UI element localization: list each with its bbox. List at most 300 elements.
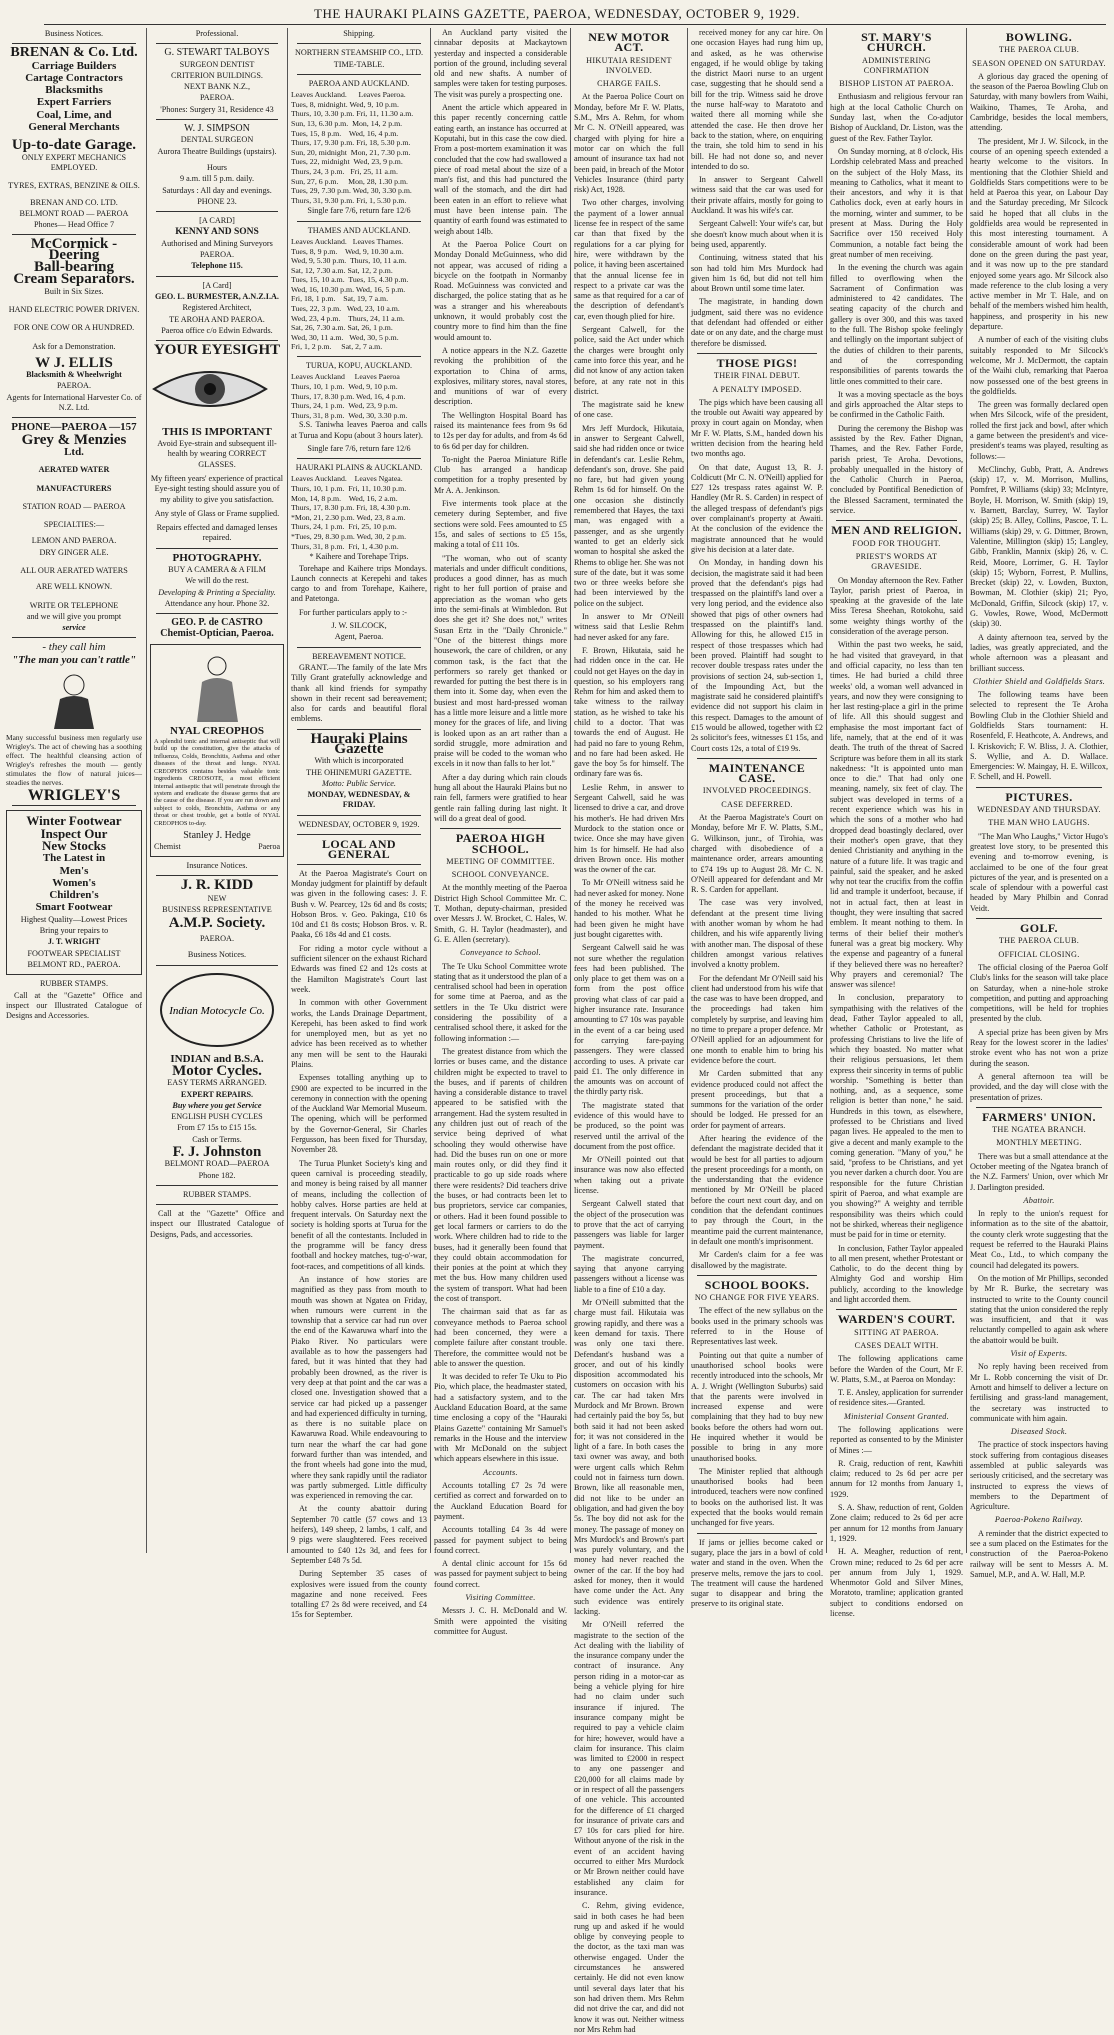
ad-johnston-name: F. J. Johnston — [172, 1143, 262, 1160]
ad-wrigley-slogan: "The man you can't rattle" — [11, 653, 137, 666]
article-headline: MEN AND RELIGION. — [831, 523, 962, 538]
ad-eyesight-heading: THIS IS IMPORTANT — [162, 425, 272, 438]
article-paragraph: H. A. Meagher, reduction of rent, Crown mine; reduced to 2s 6d per acre per annum from July 1, 1929. Whenmotor Gold and Silver Mines, Moratoto, tramline; application granted subject to conditions endorsed on license. — [830, 1547, 963, 1619]
article-headline: THOSE PIGS! — [716, 355, 798, 370]
timetable-note: S.S. Taniwha leaves Paeroa and calls at Turua and Kopu (about 3 hours later). — [291, 420, 427, 440]
article-subhead: THE PAEROA CLUB. — [998, 45, 1080, 55]
ad-indian-line: BELMONT ROAD—PAEROA — [164, 1159, 270, 1169]
article-paragraph: There was but a small attendance at the October meeting of the Ngatea branch of the N.Z. Farmers' Union, over which Mr J. Darlington presided. — [970, 1151, 1108, 1192]
ad-burmester-card: [A Card] — [202, 280, 232, 290]
article-paragraph: On Sunday morning, at 8 o'clock, His Lordship celebrated Mass and preached on the subject of the Holy Mass, its meaning to Catholics, what it meant to their ancestors, and why it is that Catholics dock, even at early hours in the morning, winter and summer, to be present at Mass. During the Holy Sacrifice over 150 received Holy Communion, a notable fact being the great number of men receiving. — [830, 146, 963, 259]
bereavement-body: GRANT.—The family of the late Mrs Tilly Grant gratefully acknowledge and thank all kind friends for sympathy shown in their recent sad bereavement; also for cards and beautiful floral emblems. — [291, 662, 427, 724]
ad-eyesight-line: My fifteen years' experience of practical Eye-sight testing should assure you of my ability to give you satisfaction. — [150, 473, 284, 504]
ad-simpson-line: PHONE 23. — [197, 196, 237, 206]
ad-burmester-line: Registered Architect, — [182, 303, 252, 313]
article-paragraph: Mr O'Neill pointed out that insurance was now also effected when taking out a private license. — [574, 1155, 684, 1196]
article-subhead: SEASON OPENED ON SATURDAY. — [972, 58, 1106, 68]
ad-mccormick-line: Ask for a Demonstration. — [32, 341, 116, 351]
column-church-news — [830, 28, 963, 1619]
ad-grey-line: service — [62, 623, 86, 633]
article-paragraph: At the monthly meeting of the Paeroa District High School Committee Mr. C. T. Mothan, deputy-chairman, presided over Messrs J. W. Brocket, C. Hales, W. Smith, G. H. Taylor (headmaster), and G. E. Allen (secretary). — [434, 883, 567, 944]
ad-brenan-line: Cartage Contractors — [25, 71, 123, 84]
ad-kidd-line: PAEROA. — [199, 934, 235, 944]
ad-photo-line: Developing & Printing a Speciality. — [158, 587, 276, 597]
ad-brenan-line: Blacksmiths — [45, 84, 103, 97]
column-shipping — [291, 28, 427, 1620]
article-headline: PICTURES. — [1005, 789, 1073, 804]
ad-brenan-line: General Merchants — [28, 121, 120, 134]
ad-indian-line: From £7 15s to £15 15s. — [177, 1123, 257, 1133]
ad-mccormick-line: HAND ELECTRIC POWER DRIVEN. — [8, 304, 140, 314]
article-headline: GOLF. — [1020, 921, 1058, 936]
ad-creophos-body: A splendid tonic and internal antiseptic that will build up the constitution, give the attacks of influenza, Colds, Bronchitis, Asthma and other diseases of the throat and lungs. NYAL CREOPHOS contains besides valuable tonic ingredients CREOSOTE, a most efficient internal antiseptic that will penetrate through the system and eradicate the disease germs that are the cause of the disease. If you are run down and subject to colds, Bronchitis, Asthma or any throat or chest trouble, get a bottle of NYAL CREOPHOS to-day. — [154, 738, 280, 827]
ad-grey-phone: PHONE—PAEROA —157 — [11, 421, 137, 434]
column-sport-news — [970, 28, 1108, 1579]
timetable-note: * Kaihere and Torehape Trips. — [309, 552, 409, 562]
article-paragraph: It was a moving spectacle as the boys and girls approached the Altar steps to be confirmed in the Catholic Faith. — [830, 389, 963, 420]
man-illustration — [24, 669, 124, 729]
ad-wrigley-brand: WRIGLEY'S — [27, 787, 121, 805]
gazette-line: Motto: Public Service. — [322, 778, 396, 788]
article-paragraph: S. A. Shaw, reduction of rent, Golden Zone claim; reduced to 2s 6d per acre per annum for 12 months from January 1, 1929. — [830, 1503, 963, 1543]
ad-garage-line: TYRES, EXTRAS, BENZINE & OILS. — [8, 181, 140, 191]
ad-grey-line: WRITE OR TELEPHONE — [29, 600, 119, 610]
shipping-company: NORTHERN STEAMSHIP CO., LTD. — [294, 48, 424, 58]
article-subhead: Clothier Shield and Goldfields Stars. — [972, 676, 1106, 686]
timetable-fare: Single fare 7/6, return fare 12/6 — [307, 206, 411, 216]
timetable-rows: Leaves Auckland. Leaves Thames. Tues, 8, 9 p.m. Wed, 9, 10.30 a.m. Wed, 9, 5.30 p.m. Thurs, 10, 11 a.m. Sat, 12, 7.30 a.m. Sat, 12, 2 p.m. Tues, 15, 10 a.m. Tues, 15, 4.30 p.m. Wed, 16, 10.30 p.m. Wed, 16, 5 p.m. Fri, 18, 1 p.m. Sat, 19, 7 a.m. Tues, 22, 3 p.m. Wed, 23, 10 a.m. Wed, 23, 4 p.m. Thurs, 24, 11 a.m. Sat, 26, 7.30 a.m. Sat, 26, 1 p.m. Wed, 30, 11 a.m. Wed, 30, 5 p.m. Fri, 1, 2 p.m. Sat, 2, 7 a.m. — [291, 236, 409, 352]
column-professional — [150, 28, 284, 1553]
article-paragraph: The magistrate, in handing down judgment, said there was no evidence that defendant had offended or either date or on any date, and the charge must therefore be dismissed. — [691, 297, 823, 348]
article-paragraph: Two other charges, involving the payment of a lower annual license fee in respect of the same car than that fixed by the regulations for a car plying for hire, were withdrawn by the police, it having been ascertained that the annual license fee in respect to a private car was the same as that required for a car of the description of defendant's car, even though plied for hire. — [574, 198, 684, 321]
article-subhead: THEIR FINAL DEBUT. — [713, 371, 801, 381]
ad-grey-ltd: Ltd. — [64, 445, 84, 458]
article-paragraph: C. Rehm, giving evidence, said in both cases he had been rung up and asked if he would oblige by conveying people to the doctor, as the taxi man was otherwise engaged. Under the circumstances he answered certainly. He did not even know until several days later that his son had driven them. Mrs Rehm did not drive the car, and did not know it was out. Neither witness nor Mrs Rehm had — [574, 1901, 684, 2034]
timetable-rows: Leaves Auckland. Leaves Ngatea. Thurs, 10, 1 p.m. Fri, 11, 10.30 p.m. Mon, 14, 8 p.m. Wed, 16, 2 a.m. Thurs, 17, 8.30 p.m. Fri, 18, 4.30 p.m. *Mon, 21, 2.30 p.m. Wed, 23, 8 a.m. Thurs, 24, 1 p.m. Fri, 25, 10 p.m. *Tues, 29, 8.30 p.m. Wed, 30, 2 p.m. Thurs, 31, 8 p.m. Fri, 1, 4.30 p.m. — [291, 474, 411, 551]
article-paragraph: The effect of the new syllabus on the books used in the primary schools was referred to in the House of Representatives last week. — [691, 1306, 823, 1347]
timetable-signature: J. W. SILCOCK, — [331, 621, 387, 631]
article-paragraph: To-night the Paeroa Miniature Rifle Club has arranged a handicap competition for a trophy presented by Mr A. A. Jenkinson. — [434, 454, 567, 495]
article-paragraph: For the defendant Mr O'Neill said his client had understood from his wife that the case was to have been dropped, and the proceedings had taken him completely by surprise, and leaving him no time to prepare a proper defence. Mr O'Neill applied for an adjournment for one month to enable him to bring his evidence before the court. — [691, 973, 823, 1065]
ad-burmester-line: TE AROHA AND PAEROA. — [169, 314, 265, 324]
ad-simpson-line: 9 a.m. till 5 p.m. daily. — [179, 174, 255, 184]
gazette-line: MONDAY, WEDNESDAY, & FRIDAY. — [307, 790, 411, 810]
ad-ellis-trade: Blacksmith & Wheelwright — [26, 370, 122, 380]
masthead-rule — [44, 24, 1106, 25]
ad-kidd-line: NEW — [207, 894, 227, 904]
article-paragraph: In the evening the church was again filled to overflowing when the Sacrament of Confirmation was administered to 42 candidates. The seating capacity of the church and gallery is over 300, and this was taxed to the full. The Bishop spoke feelingly and tellingly on the important subject of the duties of children to their parents, and of the corresponding responsibilities of parents towards the little ones committed to their care. — [830, 263, 963, 386]
ad-footwear-line: BELMONT RD., PAEROA. — [27, 959, 121, 969]
article-subhead: WEDNESDAY AND THURSDAY. — [977, 805, 1101, 815]
ad-ellis-agent: Agents for International Harvester Co. of N.Z. Ltd. — [6, 392, 142, 413]
ad-footwear-line: Smart Footwear — [35, 901, 113, 914]
ad-stamps-body: Call at the "Gazette" Office and inspect our Illustrated Catalogue of Designs and Accessories. — [6, 990, 142, 1021]
article-paragraph: McClinchy, Gubb, Pratt, A. Andrews (skip) 17, v. M. Morrison, Mullins, Pomfret, P. Williams (skip) 33; McIntyre, Boyle, H. Morrison, W. Smith (skip) 19, v. Barnett, Barclay, Surrey, W. Taylor (skip) 25; B. Alley, Collins, Pascoe, T. L. Williams (skip) 29, v. G. Dittmer, Brown, Valentine, Millington (skip) 15; Langley, Gibb, Franklin, Mannix (skip) 26, v. C. Reid, Moore, Lorrimer, G. H. Taylor (skip) 15; Wyborn, Forrest, P. Mullins, Brecket (skip) 22, v. Lowden, Buxton, Bowman, M. Clothier (skip) 21; Pyo, McDonald, Griffin, Silcock (skip) 17, v. G. Vowles, Rowe, Wood, McDermott (skip) 30. — [970, 464, 1108, 629]
ad-talboys-name: G. STEWART TALBOYS — [164, 47, 270, 59]
ad-simpson-line: Hours — [206, 162, 227, 172]
ad-talboys-line: SURGEON DENTIST — [179, 59, 255, 69]
ad-garage-line: BRENAN AND CO. LTD. — [30, 197, 118, 207]
ad-footwear-line: New Stocks — [42, 837, 106, 853]
ad-footwear-line: Men's — [59, 864, 89, 877]
article-paragraph: Sergeant Calwell said he was not sure whether the regulation fees had been published. The only place to get them was on a form from the post office proving what class of car paid a higher insurance rate. Insurance amounting to £7 10s was payable in the event of a car being used for carrying fare-paying passengers. They were classed according to uses. A private car paid £1. The only difference in the amounts was on account of the thirdly party risk. — [574, 943, 684, 1097]
ad-kenny-line: PAEROA. — [199, 250, 235, 260]
article-paragraph: Accounts totalling £7 2s 7d were certified as correct and forwarded on to the Auckland Education Board for payment. — [434, 1481, 567, 1521]
ad-simpson-name: W. J. SIMPSON — [184, 123, 250, 135]
column-local-news — [434, 28, 567, 1636]
article-paragraph: On Monday, in handing down his decision, the magistrate said it had been proved that the defendant's pigs had trespassed on the plaintiff's land over a very long period, and the evidence also showed that pigs of other owners had trespassed on the plaintiff's land. Allowing for this, he allowed £15 in respect of those trespasses which had been proved. Plaintiff had sought to recover double trespass rates under the provisions of section 24, sub-section 1, of the Impounding Act, but the magistrate said he considered plaintiff's evidence did not support his claim in this respect. Damages to the amount of £15 would be allowed, together with £2 2s solicitor's fees, witnesses £1 15s, and Court costs 12s, a total of £19 9s. — [691, 558, 823, 753]
ad-brenan-line: Coal, Lime, and — [36, 108, 112, 121]
article-paragraph: A reminder that the district expected to see a sum placed on the Estimates for the construction of the Paeroa-Pokeno railway will be sent to Messrs A. M. Samuel, M.P., and A. W. Hall, M.P. — [970, 1528, 1108, 1579]
article-subhead: HIKUTAIA RESIDENT INVOLVED. — [586, 55, 672, 75]
ad-burmester-line: Paeroa office c/o Edwin Edwards. — [161, 325, 273, 335]
ad-indian-line: EASY TERMS ARRANGED. — [167, 1078, 267, 1088]
article-paragraph: At the county abattoir during September 70 cattle (57 cows and 13 heifers), 149 sheep, 2 lambs, 1 calf, and 9 pigs were slaughtered. Fees received amounted to £40 12s 3d, and fees for September £48 7s 5d. — [291, 1504, 427, 1565]
ad-grey-line: ALL OUR AERATED WATERS — [20, 565, 128, 575]
gazette-line: THE OHINEMURI GAZETTE. — [306, 767, 412, 777]
ad-footwear-line: Inspect Our — [40, 825, 108, 841]
eye-illustration — [150, 361, 270, 417]
article-headline: FARMERS' UNION. — [982, 1109, 1096, 1124]
article-subhead: BISHOP LISTON AT PAEROA. — [839, 79, 954, 89]
ad-stamps-title: RUBBER STAMPS. — [182, 1189, 252, 1199]
article-paragraph: At the Paeroa Police Court on Monday Donald McGuinness, who did not appear, was accused of riding a bicycle on the footpath in Normanby Road. McGuinness was convicted and discharged, the police stating that as he was a stranger and his whereabouts unknown, it would probably cost the country more to find him than the fine would amount to. — [434, 239, 567, 342]
ad-mccormick-title: Ball-bearing — [33, 259, 114, 276]
article-paragraph: A number of each of the visiting clubs suitably responded to Mr Silcock's welcome, Mr J. McDermott, the captain of the Waihi club, remarking that Paeroa now possessed one of the best greens in the goldfields. — [970, 335, 1108, 396]
article-paragraph: In conclusion, Father Taylor appealed to all men present, whether Protestant or Catholic, to do the decent thing by Almighty God and worship Him publicly, according to the knowledge and light accorded them. — [830, 1243, 963, 1305]
ad-brenan-line: Carriage Builders — [31, 59, 117, 72]
article-subhead: MEETING OF COMMITTEE. — [446, 856, 555, 866]
article-subhead: FOOD FOR THOUGHT. — [852, 538, 941, 548]
ad-creophos-sig: Stanley J. Hedge — [183, 829, 251, 841]
ad-creophos-title: NYAL CREOPHOS — [169, 724, 265, 737]
ad-indian-line: Cash or Terms. — [192, 1134, 242, 1144]
ad-eyesight-title: YOUR EYESIGHT — [153, 342, 281, 359]
article-paragraph: A dainty afternoon tea, served by the ladies, was greatly appreciated, and the whole afternoon was a pleasant and brilliant success. — [970, 632, 1108, 673]
ad-kenny-line: Authorised and Mining Surveyors — [161, 238, 273, 248]
column-rule — [687, 28, 688, 1553]
timetable-rows: Leaves Auckland Leaves Paeroa Thurs, 10, 1 p.m. Wed, 9, 10 p.m. Thurs, 17, 8.30 p.m. Wed, 16, 4 p.m. Thurs, 24, 1 p.m. Wed, 23, 9 p.m. Thurs, 31, 8 p.m. Wed, 30, 3.30 p.m. — [291, 372, 408, 420]
ad-photo-line: We will do the rest. — [185, 576, 249, 586]
column-court-news — [691, 28, 823, 1609]
article-paragraph: The Minister replied that although unauthorised books had been introduced, teachers were now confined to books on the authorised list. It was expected that the books would remain unchanged for five years. — [691, 1466, 823, 1528]
section-heading: Professional. — [195, 29, 239, 38]
article-paragraph: A glorious day graced the opening of the season of the Paeroa Bowling Club on Saturday, with many bowlers from Waihi, Waikino, Thames, Te Aroha, and Cambridge, besides the local members, attending. — [970, 71, 1108, 133]
indian-logo — [157, 970, 277, 1050]
timetable-fare: Single fare 7/6, return fare 12/6 — [307, 443, 411, 453]
article-paragraph: An instance of how stories are magnified as they pass from mouth to mouth was shown at Ngatea on Friday, when rumours were current in the township that a service car had run over the end of the Kawaruwa wharf into the Piako River. No particulars were available as to how the passengers had fared, but it was hinted that they had probably been drowned, as the river is very deep at that point and the car was a closed one. Investigation showed that a service car had picked up a passenger and had experienced difficulty in turning, as there is no suitable place on Kawaruwa Road. While endeavouring to turn near the wharf the car had gone forward further than was intended, and the front wheels had gone into the mud, where they sank rapidly until the radiator was partly submerged. Little difficulty was experienced in removing the car. — [291, 1274, 427, 1501]
article-paragraph: During the ceremony the Bishop was assisted by the Rev. Father Dignan, Thames, and the Rev. Father Forde, parish priest, Te Aroha. Devotions, probably unequalled in the history of the Catholic Church in Paeroa, concluded by Pontifical Benediction of the Blessed Sacrament, terminated the service. — [830, 423, 963, 516]
ad-wrigley-body: Many successful business men regularly use Wrigley's. The act of chewing has a soothing effect. The healthful cleansing action of Wrigley's refreshes the mouth — gently stimulates the flow of natural juices—steadies the nerves. — [6, 733, 142, 788]
article-headline: PAEROA HIGH SCHOOL. — [455, 831, 546, 856]
article-paragraph: No reply having been received from Mr L. Robb concerning the visit of Dr. Arnott and himself to deliver a lecture on fertilising and grass-land management, the secretary was instructed to communicate with him again. — [970, 1362, 1108, 1423]
article-paragraph: A dental clinic account for 15s 6d was passed for payment subject to being found correct. — [434, 1559, 567, 1589]
ad-mccormick-title: Cream Separators. — [13, 271, 135, 288]
article-paragraph: At the Paeroa Magistrate's Court on Monday, before Mr F. W. Platts, S.M., G. Wilkinson, junr., of Tirohia, was charged with disobedience of a maintenance order, arrears amounting to £74 19s up to August 28. Mr C. N. O'Neill appeared for defendant and Mr R. S. Carden for appellant. — [691, 813, 823, 895]
woman-illustration — [172, 652, 262, 722]
article-paragraph: An Auckland party visited the cinnabar deposits at Mackaytown yesterday and inspected a considerable portion of the ground, including several old and new shafts. A number of samples were taken for testing purposes. The visit was purely a prospecting one. — [434, 28, 567, 99]
article-subhead: THE PAEROA CLUB. — [998, 936, 1080, 946]
ad-grey-line: DRY GINGER ALE. — [39, 547, 109, 557]
section-heading: Business Notices. — [44, 29, 104, 38]
ad-kidd-name: J. R. KIDD — [180, 876, 254, 893]
column-motor-act — [574, 28, 684, 2034]
article-headline: LOCAL AND GENERAL — [322, 837, 396, 862]
ad-eyesight-line: Avoid Eye-strain and subsequent ill-health by wearing CORRECT GLASSES. — [157, 439, 277, 469]
article-subhead: SITTING AT PAEROA. — [854, 1327, 939, 1337]
article-subhead: CASE DEFERRED. — [721, 799, 793, 809]
article-paragraph: The Wellington Hospital Board has raised its maintenance fees from 9s 6d to 12s per day for adults, and from 4s 6d to 6s 6d per day for children. — [434, 410, 567, 451]
ad-kenny-card: [A CARD] — [199, 216, 235, 226]
ad-garage-line: ONLY EXPERT MECHANICS EMPLOYED. — [21, 152, 127, 172]
article-headline: MAINTENANCE CASE. — [708, 760, 806, 786]
article-subhead: INVOLVED PROCEEDINGS. — [702, 786, 812, 796]
article-paragraph: After hearing the evidence of the defendant the magistrate decided that it would be best for all parties to adjourn the present proceedings for a month, on the understanding that the evidence mentioned by Mr O'Neill be placed before the court next court day, and on condition that the defendant continues to pay through the Court, in the meantime paid the current maintenance, in default one month's imprisonment. — [691, 1133, 823, 1246]
article-paragraph: Mr Carden's claim for a fee was disallowed by the magistrate. — [691, 1250, 823, 1270]
article-paragraph: To Mr O'Neill witness said he had never asked for money. None of the money he received was handed to his mother. What he had been given he might have just bought cigarettes with. — [574, 878, 684, 939]
article-paragraph: Accounts totalling £4 3s 4d were passed for payment subject to being found correct. — [434, 1525, 567, 1555]
article-subhead: Abattoir. — [1023, 1195, 1055, 1205]
ad-creophos — [150, 644, 284, 857]
ad-talboys-line: 'Phones: Surgery 31, Residence 43 — [160, 104, 274, 114]
article-paragraph: In answer to Mr O'Neill witness said that Leslie Rehm had never asked for any fare. — [574, 612, 684, 642]
column-rule — [430, 28, 431, 1553]
ad-grey-line: STATION ROAD — PAEROA — [22, 501, 126, 511]
article-paragraph: Mr O'Neill referred the magistrate to the section of the Act dealing with the liability of the insurance company under the contract of insurance. Any person riding in a motor-car as being a vehicle plying for hire had no claim under such insurance if injured. The insurance company might be required to pay a vehicle claim for hire; however, would have a claim for insurance. This claim was limited to £2000 in respect to any one passenger and £20,000 for all claims made by or in respect of all the passengers of one vehicle. This accounted for the difference of £1 charged for insurance of private cars and £7 10s for cars plied for hire. Without anyone of the risk in the event of an accident having occurred to either Mrs Murdock or Mr Brown neither could have established any claim for insurance. — [574, 1620, 684, 1897]
article-paragraph: The Turua Plunket Society's king and queen carnival is proceeding steadily, and money is being raised by all manner of means, including the collection of hobby calves. Horse parties are held at frequent intervals. On Saturday next the society is holding sports at Turua for the benefit of all the contestants. Included in the programme will be fancy dress football and hockey matches, tug-o'-war, foot-races, and competitions of all kinds. — [291, 1158, 427, 1271]
ad-grey-name: Grey & Menzies — [21, 431, 127, 448]
gazette-line: With which is incorporated — [314, 756, 404, 766]
ad-burmester-name: GEO. L. BURMESTER, A.N.Z.I.A. — [155, 291, 279, 301]
ad-garage-title: Up-to-date Garage. — [11, 137, 137, 154]
section-heading: Shipping. — [343, 29, 375, 38]
article-paragraph: After a day during which rain clouds hung all about the Hauraki Plains but no rain fell, farmers were gratified to hear gentle rain falling during last night. It will do a great deal of good. — [434, 772, 567, 823]
article-paragraph: The president, Mr J. W. Silcock, in the course of an opening speech extended a hearty welcome to the visitors. In mentioning that the Clothier Shield and Goldfields Stars competitions were to be held at Paeroa this year, on Labour Day and the Saturday preceding, Mr Silcock said he hoped that all clubs in the goldfields area would be represented in this most interesting tournament. A considerable amount of work had been done on the green during the past year, and it was now up to the pre standard enjoyed some years ago. Mr Silcock also made reference to the club losing a very active member in Mr T. Hale, and on behalf of the members wished him health, happiness, and prosperity in his new departure. — [970, 136, 1108, 332]
article-paragraph: The case was very involved, defendant at the present time living with another woman by whom he had children, and his wife apparently living with another man. The disposal of these children amongst various relatives involved a knotty problem. — [691, 898, 823, 970]
ad-kenny-line: Telephone 115. — [191, 261, 243, 271]
ad-castro-name: GEO. P. de CASTRO — [171, 617, 263, 629]
ad-talboys-line: CRITERION BUILDINGS. — [171, 70, 263, 80]
article-paragraph: On the motion of Mr Phillips, seconded by Mr R. Burke, the secretary was instructed to write to the County council stating that the union considered the reply was insufficient, and that it was reluctantly compelled to again ask where the abattoir would be built. — [970, 1273, 1108, 1345]
column-business-notices — [6, 28, 142, 1553]
shipping-route: TURUA, KOPU, AUCKLAND. — [305, 361, 413, 371]
article-paragraph: In reply to the union's request for information as to the site of the abattoir, the county clerk wrote suggesting that the request be referred to the Hauraki Plains Meat Co., Ltd., to which company the council had delegated its powers. — [970, 1209, 1108, 1270]
column-rule — [146, 28, 147, 1553]
ad-talboys-line: PAEROA. — [199, 93, 235, 103]
ad-garage-line: Phones— Head Office 7 — [33, 220, 115, 230]
ad-wrigley-tag: - they call him — [42, 641, 106, 654]
ad-simpson-line: Saturdays : All day and evenings. — [162, 185, 272, 195]
article-paragraph: Sergeant Calwell: Your wife's car, but she doesn't know much about when it is being used, apparently. — [691, 219, 823, 249]
section-heading: BEREAVEMENT NOTICE. — [312, 651, 406, 661]
ad-kidd-line: BUSINESS REPRESENTATIVE — [162, 905, 272, 915]
article-paragraph: The magistrate said he knew of one case. — [574, 400, 684, 420]
article-paragraph: A notice appears in the N.Z. Gazette revoking the prohibition of the exportation to China of arms, explosives, military stores, naval stores, and munitions of war of every description. — [434, 345, 567, 407]
article-paragraph: The chairman said that as far as conveyance methods to Paeroa school had been concerned, they were a complete failure after constant trouble. Therefore, the committee would not be able to answer the question. — [434, 1307, 567, 1368]
article-paragraph: Continuing, witness stated that his son had told him Mrs Murdock had given him 1s 6d, but did not tell him about Brown until some time later. — [691, 253, 823, 294]
article-paragraph: The following teams have been selected to represent the Te Aroha Bowling Club in the Clothier Shield and Goldfields Stars tournament: H. Rosenfeld, F. Heathcote, A. Andrews, and I. Kriskovich; F. W. Bliss, J. A. Clothier, S. Wyllie, and A. D. Wallace. Emergencies: W. Maingay, H. E. Willcox, F. Schell, and H. Powell. — [970, 690, 1108, 782]
section-heading: Insurance Notices. — [186, 860, 248, 870]
article-subhead: Visiting Committee. — [465, 1593, 536, 1603]
ad-brenan-line: Expert Farriers — [36, 96, 112, 109]
article-paragraph: On that date, August 13, R. J. Coldicutt (Mr C. N. O'Neill) applied for £27 12s trespass rates against W. P. Handley (Mr R. S. Carden) in respect of the alleged trespass of defendant's pigs over complainant's property at Awaiti. At the conclusion of the evidence the magistrate announced that he would give his decision at a later date. — [691, 462, 823, 554]
article-subhead: ADMINISTERING CONFIRMATION — [862, 55, 931, 75]
article-paragraph: At the Paeroa Magistrate's Court on Monday judgment for plaintiff by default was given in the following cases: J. F. Bush v. W. Pearcey, 12s 6d and 8s costs; Hobson Bros. v. Geo. Pakinga, £10 6s 10d and £1 8s costs; Hobson Bros. v. R. Paaka, £6 18s 4d and £1 costs. — [291, 868, 427, 940]
article-paragraph: The following applications were reported as consented to by the Minister of Mines :— — [830, 1425, 963, 1455]
ad-indian-line: Buy where you get Service — [172, 1100, 262, 1110]
timetable-signature: Agent, Paeroa. — [334, 632, 384, 642]
article-paragraph: T. E. Ansley, application for surrender of residence sites.—Granted. — [830, 1388, 963, 1408]
article-headline: SCHOOL BOOKS. — [704, 1277, 810, 1292]
article-paragraph: Sergeant Calwell stated that the object of the prosecution was to prove that the act of carrying passengers was liable for larger payment. — [574, 1199, 684, 1250]
article-paragraph: At the Paeroa Police Court on Monday, before Mr F. W. Platts, S.M., Mrs A. Rehm, for whom Mr C. N. O'Neill appeared, was charged with plying for hire a motor car on which the full amount of insurance tax had not been paid, in breach of the Motor Vehicles Insurance (third party risk) Act, 1928. — [574, 92, 684, 195]
article-paragraph: Sergeant Calwell, for the police, said the Act under which the charges were brought only came into force this year, and he did not know of any action taken before, at any rate not in this district. — [574, 325, 684, 396]
article-paragraph: The official closing of the Paeroa Golf Club's links for the season will take place on Saturday, when a nine-hole stroke competition, and putting and approaching competitions, will be held for trophies presented by the club. — [970, 962, 1108, 1024]
ad-eyesight-line: Any style of Glass or Frame supplied. — [154, 508, 280, 518]
ad-grey-line: SPECIALTIES:— — [43, 520, 105, 530]
ad-simpson-line: DENTAL SURGEON — [180, 135, 254, 145]
article-paragraph: Messrs J. C. H. McDonald and W. Smith were appointed the visiting committee for August. — [434, 1606, 567, 1636]
ad-indian-line: ENGLISH PUSH CYCLES — [171, 1112, 263, 1122]
article-paragraph: Enthusiasm and religious fervour ran high at the local Catholic Church on Sunday last, when the Co-adjutor Bishop of Auckland, Dr. Liston, was the guest of the Rev. Father Taylor. — [830, 92, 963, 143]
article-paragraph: Pointing out that quite a number of unauthorised school books were recently introduced into the schools, Mr A. J. Wright (Wellington Suburbs) said that the parents were involved in increased expense and were complaining that they had to buy new books before the others had worn out. He inquired whether it would be possible to bring in any more unauthorised books. — [691, 1350, 823, 1463]
shipping-route: HAURAKI PLAINS & AUCKLAND. — [295, 463, 423, 473]
ad-grey-line: ARE WELL KNOWN. — [35, 582, 113, 592]
ad-photo-line: Attendance any hour. Phone 32. — [164, 598, 270, 608]
article-paragraph: Within the past two weeks, he said, he had visited that graveyard, in that and official capacity, no less than ten times. He had buried a child three weeks' old, a woman well advanced in years, and now they were consigning to her last resting-place a girl in the prime of life. All this should suggest and emphasise the most important fact of life, namely, that at the end of it was death. The truth of the threat of Sacred Scripture was before them in all its stark nakedness: "It is appointed unto man once to die." That had only one meaning, namely, six feet of clay. The subject was developed in terms of a recent experience which was his in which the sons of a mother who had dropped dead boastingly declared, over their mother's open grave, that they denied Christianity and anything in the nature of a future life. It was tragic and painful, said the speaker, and he asked why not tear the crucifix from the coffin lid and trample it underfoot, because, if not in actual fact, then at least in thought, they were insulting that sacred emblem. It meant nothing to them. In terms of their belief their mother's funeral was a great big mockery. Why the expense and pageantry of a funeral if they believed there was no hereafter? Why prayers and ceremonial? The answer was silence! — [830, 640, 963, 990]
ad-footwear — [6, 810, 142, 975]
column-rule — [287, 28, 288, 1553]
gazette-title: Hauraki Plains Gazette — [310, 730, 408, 757]
ad-footwear-line: FOOTWEAR SPECIALIST — [27, 948, 121, 958]
ad-ellis-name: W J. ELLIS — [35, 354, 113, 371]
article-paragraph: Expenses totalling anything up to £900 are expected to be incurred in the ceremony in connection with the opening of the Auckland War Memorial Museum. The opening, which will be performed by the Governor-General, Sir Charles Fergusson, has been fixed for Thursday, November 28. — [291, 1073, 427, 1155]
ad-indian-line: INDIAN and B.S.A. — [170, 1052, 264, 1065]
article-subhead: PRIEST'S WORDS AT GRAVESIDE. — [855, 551, 938, 572]
timetable-rows: Leaves Auckland. Leaves Paeroa. Tues, 8, midnight. Wed, 9, 10 p.m. Thurs, 10, 3.30 p.m. Fri, 11, 11.30 a.m. Sun, 13, 6.30 p.m. Mon, 14, 2 p.m. Tues, 15, 8 p.m. Wed, 16, 4 p.m. Thurs, 17, 9.30 p.m. Fri, 18, 5.30 p.m. Sun, 20, midnight Mon, 21, 7.30 p.m. Tues, 22, midnight Wed, 23, 9 p.m. Thurs, 24, 3 p.m. Fri, 25, 11 a.m. Sun, 27, 6 p.m. Mon, 28, 1.30 p.m. Tues, 29, 7.30 p.m. Wed, 30, 3.30 p.m. Thurs, 31, 9.30 p.m. Fri, 1, 5.30 p.m. — [291, 90, 414, 205]
article-paragraph: The magistrate stated that evidence of this would have to be produced, so the point was reserved until the arrival of the document from the post office. — [574, 1100, 684, 1151]
article-paragraph: In common with other Government works, the Lands Drainage Department, Kerepehi, has been asked to find work for unemployed men, but as yet no advice has been received as to whether any men will be sent to the Hauraki Plains. — [291, 998, 427, 1069]
ad-stamps-title: RUBBER STAMPS. — [39, 979, 109, 989]
article-paragraph: The following applications came before the Warden of the Court, Mr F. W. Platts, S.M., at Paeroa on Monday: — [830, 1354, 963, 1384]
indian-logo-text: Indian Motocycle Co. — [169, 1004, 265, 1017]
ad-brenan-name: BRENAN & Co. Ltd. — [10, 45, 138, 61]
article-headline: WARDEN'S COURT. — [837, 1312, 956, 1327]
article-paragraph: Leslie Rehm, in answer to Sergeant Calwell, said he was licensed to drive a car, and drove his mother's. He had driven Mrs Murdock to the station once or twice. Once she may have given him 1s for himself. He had also driven Brown once. His mother was the owner of the car. — [574, 782, 684, 875]
article-subhead: Accounts. — [483, 1467, 518, 1477]
article-paragraph: The magistrate concurred, saying that anyone carrying passengers without a license was liable to a fine of £10 a day. — [574, 1253, 684, 1294]
ad-footwear-line: Bring your repairs to — [39, 926, 109, 936]
gazette-date: WEDNESDAY, OCTOBER 9, 1929. — [298, 819, 420, 829]
article-paragraph: In answer to Sergeant Calwell witness said that the car was used for their private affairs, mostly for going to Auckland. It was his wife's car. — [691, 175, 823, 216]
article-subhead: Diseased Stock. — [1010, 1427, 1068, 1437]
timetable-paragraph: Torehape and Kaihere trips Mondays. Launch connects at Kerepehi and takes cargo to and from Torehape, Kaihere, and Patetonga. — [291, 563, 427, 604]
masthead: THE HAURAKI PLAINS GAZETTE, PAEROA, WEDNESDAY, OCTOBER 9, 1929. — [314, 6, 800, 21]
timetable-paragraph: For further particulars apply to :- — [299, 607, 407, 617]
article-headline: NEW MOTOR ACT. — [588, 30, 670, 55]
article-paragraph: The practice of stock inspectors having stock suffering from contagious diseases assembled at public saleyards was seriously criticised, and the secretary was instructed to express the views of members to the Department of Agriculture. — [970, 1440, 1108, 1512]
ad-indian-line: Phone 182. — [198, 1170, 236, 1180]
ad-photo-line: BUY A CAMERA & A FILM — [168, 564, 266, 574]
article-subhead: Conveyance to School. — [459, 948, 542, 958]
ad-footwear-title: Winter Footwear — [26, 813, 122, 829]
ad-simpson-line: Aurora Theatre Buildings (upstairs). — [157, 146, 277, 156]
article-paragraph: R. Craig, reduction of rent, Kawhiti claim; reduced to 2s 6d per acre per annum for 12 months from January 1, 1929. — [830, 1458, 963, 1499]
article-subhead: SCHOOL CONVEYANCE. — [451, 870, 550, 880]
ad-grey-line: MANUFACTURERS — [36, 483, 112, 493]
ad-indian-line: EXPERT REPAIRS. — [180, 1089, 254, 1099]
article-paragraph: If jams or jellies become caked or sugary, place the jars in a bowl of cold water and stand in the oven. When the preserve melts, remove the jars to cool. The treatment will cause the hardened sugar to disappear and bring the preserve to its original state. — [691, 1537, 823, 1609]
article-subhead: Ministerial Consent Granted. — [843, 1411, 950, 1421]
article-paragraph: For riding a motor cycle without a sufficient silencer on the exhaust Richard Edwards was fined £2 and 12s costs at the Hamilton Magistrate's Court last week. — [291, 943, 427, 994]
article-subhead: Paeroa-Pokeno Railway. — [994, 1515, 1084, 1525]
article-paragraph: In conclusion, preparatory to sympathising with the relatives of the dead, Father Taylor appealed to all, whether Catholic or Protestant, as professing Christians to live the life of which they boasted. No matter what their religious persuasions, let them express their sincerity in terms of public worship. "Something is better than nothing, and, as a sequence, some religion is better than none," he said. Hundreds in this town, as elsewhere, professed to be Christians and lived pagan lives. He appealed to the men to give a decent and manly example to the coming generation. "Many of you," he said, "profess to be Christians, and yet you never darken a church door. You are responsible for the future Christian spirit of Paeroa, and what example are you showing?" A weighty and terrible responsibility was theirs which could not be shirked, whereas their negligence must be paid for in time or eternity. — [830, 993, 963, 1240]
ad-castro-line: Chemist-Optician, Paeroa. — [160, 628, 274, 640]
ad-grey-line: LEMON AND PAEROA. — [31, 536, 117, 546]
ad-mccormick-line: Built in Six Sizes. — [44, 286, 104, 296]
section-heading: Business Notices. — [187, 950, 247, 960]
ad-indian-title: Motor Cycles. — [172, 1062, 262, 1079]
article-paragraph: The pigs which have been causing all the trouble out Awaiti way appeared by proxy in court again on Monday, when Mr F. W. Platts, S.M., handed down his written decision from the hearing held two months ago. — [691, 397, 823, 459]
article-subhead: OFFICIAL CLOSING. — [998, 949, 1080, 959]
ad-photo-title: PHOTOGRAPHY. — [172, 551, 262, 564]
ad-garage-line: BELMONT ROAD — PAEROA — [19, 208, 129, 218]
article-subhead: Visit of Experts. — [1010, 1349, 1068, 1359]
article-paragraph: The greatest distance from which the lorries or buses came, and the distance children might be expected to travel to the buses, and if parents of children having a considerable distance to travel appeared to be satisfied with the arrangement. Had the system resulted in any children just out of reach of the service being deprived of what schooling they would otherwise have had. Did the buses run on one or more main routes only, or did they find it practicable to go up side roads where there were residents? Did teachers drive the buses, or had contracts been let to bus proprietors, service car companies, or others. Had it been found possible to get local farmers or carriers to do the work. Where children had to ride to the buses, had it generally been found that they could obtain accommodation for their ponies at the point at which they met the bus. How many children used the system of transport. What had been the cost of transport. — [434, 1046, 567, 1304]
ad-grey-line: and we will give you prompt — [26, 611, 122, 621]
article-headline: ST. MARY'S CHURCH. — [861, 30, 932, 55]
shipping-route: THAMES AND AUCKLAND. — [307, 225, 411, 235]
article-paragraph: Mr O'Neill submitted that the charge must fail. Hikutaia was growing rapidly, and there was a keen demand for taxis. There was only one taxi there. Defendant's husband was a grocer, and out of his kindly disposition accommodated his customers on occasion with his car. The car had taken Mrs Murdock and Mr Brown. Brown had certainly paid the boy 5s, but both said it had not been asked for; it was not considered in the light of a fare. In both cases the taxi owner was away, and both were urgent calls which Rehm could not in fairness turn down. Brown, like all reasonable men, did not like to be under an obligation, and had given the boy 5s. The boy did not ask for the money. The passage of money on Mrs Murdock's and Brown's part was purely voluntary, and the money had never reached the owner of the car. If the boy had asked for money, then it would have come under the Act. Any such evidence was entirely lacking. — [574, 1298, 684, 1616]
shipping-timetable: TIME-TABLE. — [333, 59, 385, 69]
ad-kidd-amp: A.M.P. Society. — [168, 914, 266, 931]
ad-creophos-line: Paeroa — [258, 842, 280, 852]
article-paragraph: The Te Uku School Committee wrote stating that as it understood the plan of a centralised school had been in operation for some time at Paeroa, and as the settlers in the Te Uku district were considering the possibility of a centralised school there, it asked for the following information :— — [434, 961, 567, 1043]
ad-footwear-line: Highest Quality—Lowest Prices — [20, 914, 128, 924]
ad-ellis-town: PAEROA. — [56, 381, 92, 391]
article-paragraph: F. Brown, Hikutaia, said he had ridden once in the car. He could not get Hayes on the day in question, so his employers rang Rehm for him and asked them to take witness to the railway station, as he wished to take his child to a doctor. That was towards the end of August. He had paid no fare to young Rehm, and no fare had been asked. He gave the boy 5s for himself. The ordinary fare was 6s. — [574, 645, 684, 779]
article-subhead: MONTHLY MEETING. — [996, 1138, 1082, 1148]
article-paragraph: Anent the article which appeared in this paper recently concerning cattle eating earth, an instance has occurred at Koputahi, but in this case the cow died. From a post-mortem examination it was concluded that the cow had swallowed a piece of road metal about the size of a man's fist, and this had punctured the wall of the stomach, and the dirt had been eaten in an effort to relieve what must have been intense pain. The quantity of earth found was estimated to weigh about 14lb. — [434, 103, 567, 236]
ad-footwear-line: Children's — [49, 889, 99, 902]
article-subhead: THE MAN WHO LAUGHS. — [988, 818, 1090, 828]
article-paragraph: "The Man Who Laughs," Victor Hugo's greatest love story, to be presented this evening and to-morrow evening, is acclaimed to be one of the four great pictures of the year, and is presented on a scale of splendour with a powerful cast headed by Mary Philbin and Conrad Veidt. — [970, 831, 1108, 913]
column-rule — [826, 28, 827, 1553]
article-subhead: CASES DEALT WITH. — [854, 1340, 939, 1350]
article-paragraph: Mr Carden submitted that any evidence produced could not affect the present proceedings, but that a summons for the variation of the order should be lodged. He pressed for an order for payment of arrears. — [691, 1069, 823, 1130]
article-paragraph: The green was formally declared open when Mrs Silcock, wife of the president, rolled the first jack and bowl, after which a game between the president's and vice-president's teams was played, resulting as follows:— — [970, 400, 1108, 461]
column-rule — [570, 28, 571, 1553]
ad-kenny-name: KENNY AND SONS — [175, 227, 259, 238]
ad-grey-line: AERATED WATER — [38, 465, 110, 475]
article-paragraph: On Monday afternoon the Rev. Father Taylor, parish priest of Paeroa, in speaking at the graveside of the late Miss Teresa Sheehan, Rotokohu, said some weighty things worthy of the consideration of the average person. — [830, 575, 963, 637]
article-paragraph: A special prize has been given by Mrs Reay for the lowest scorer in the ladies' stroke event who has not won a prize during the season. — [970, 1027, 1108, 1068]
article-headline: BOWLING. — [1005, 30, 1073, 44]
ad-mccormick-title: McCormick - Deering — [30, 236, 118, 263]
article-paragraph: It was decided to refer Te Uku to Pio Pio, which place, the headmaster stated, had a satisfactory system, and to the Auckland Education Board, at the same time enclosing a copy of the "Hauraki Plains Gazette" containing Mr Samuel's remarks in the House and the interview with Mr McDonald on the subject which appears elsewhere in this issue. — [434, 1372, 567, 1464]
article-paragraph: A general afternoon tea will be provided, and the day will close with the presentation of prizes. — [970, 1071, 1108, 1102]
ad-footwear-line: J. T. WRIGHT — [47, 937, 101, 947]
ad-stamps-body: Call at the "Gazette" Office and inspect our Illustrated Catalogue of Designs, Pads, and accessories. — [150, 1209, 284, 1239]
ad-footwear-line: The Latest in — [42, 852, 106, 865]
article-paragraph: "The woman, who out of scanty materials and under difficult conditions, produces a good dinner, has as much right to her full portion of praise and appreciation as the woman who gets into the semi-finals at Wimbledon. But does she get it? She does not," writes Susan Ertz in the "Daily Chronicle." "One of the bitterest things more housework, the care of children, or any common task, is the fact that the performers so rarely get thanked or rewarded for putting the best there is in them into it. Some day, when even the busiest and most hard-pressed woman has a little more leisure and a little more money for the graces of life, and living is looked upon as an art rather than a sordid struggle, more admiration and praise will be coded to the woman who excels in it now than falls to her lot." — [434, 553, 567, 769]
ad-talboys-line: NEXT BANK N.Z., — [183, 82, 251, 92]
ad-footwear-line: Women's — [52, 876, 96, 889]
article-subhead: A PENALTY IMPOSED. — [712, 384, 802, 394]
shipping-route: PAEROA AND AUCKLAND. — [308, 78, 410, 88]
article-subhead: CHARGE FAILS. — [597, 79, 661, 89]
ad-creophos-line: Chemist — [154, 842, 181, 852]
